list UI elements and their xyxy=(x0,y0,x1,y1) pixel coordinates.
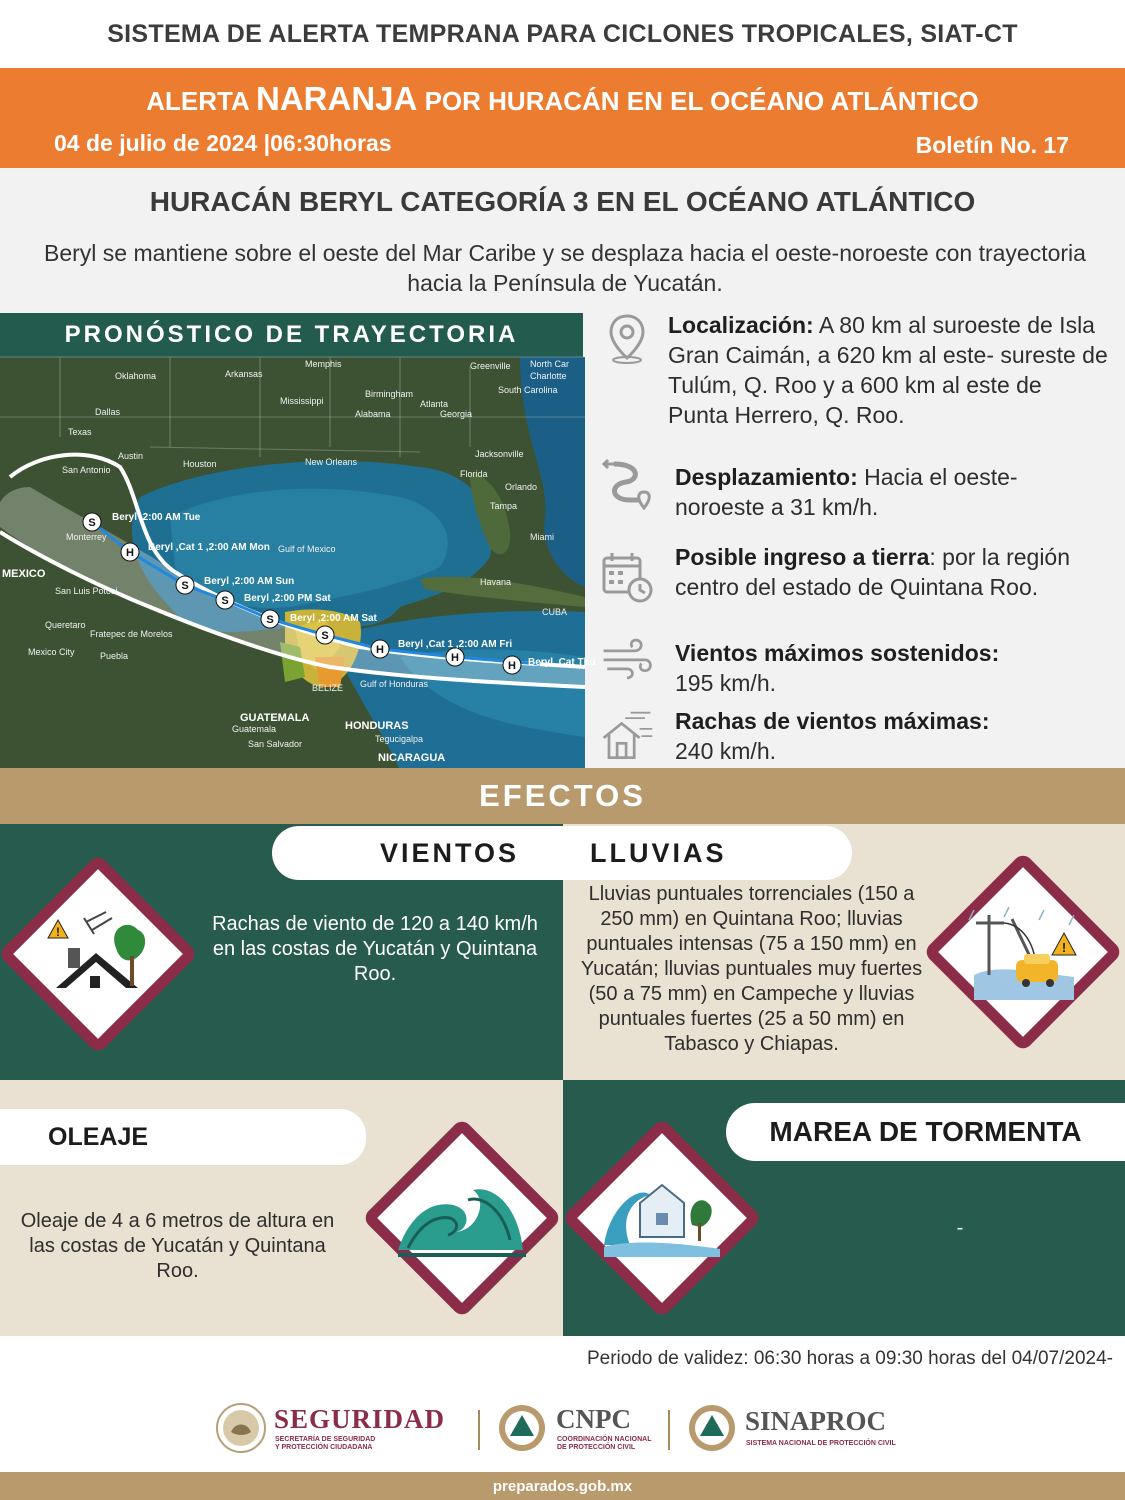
header-title: SISTEMA DE ALERTA TEMPRANA PARA CICLONES TROPICALES, SIAT-CT xyxy=(107,19,1018,48)
winds-label: VIENTOS xyxy=(380,837,520,868)
rain-text: Lluvias puntuales torrenciales (150 a 250 mm) en Quintana Roo; lluvias puntuales intensas (75 a 150 mm) en Yucatán; lluvias puntuales muy fuertes (50 a 75 mm) en Campeche y lluvias puntuales fuertes (25 a 50 mm) en Tabasco y Chiapas. xyxy=(580,883,923,1055)
map-label: Georgia xyxy=(440,409,473,419)
header-bar xyxy=(0,0,1125,68)
location-pin-icon xyxy=(600,312,654,366)
svg-text:S: S xyxy=(321,630,329,642)
map-label: Memphis xyxy=(305,359,342,369)
svg-text:!: ! xyxy=(56,925,60,939)
forecast-heading: PRONÓSTICO DE TRAYECTORIA xyxy=(0,313,583,357)
cnpc-logo: CNPC xyxy=(556,1404,631,1434)
track-label: Beryl ,Cat Thu xyxy=(528,657,596,668)
map-label: Austin xyxy=(118,451,144,461)
map-label: CUBA xyxy=(542,607,568,617)
track-label: Beryl ,Cat 1 ,2:00 AM Mon xyxy=(148,542,270,553)
svg-text:H: H xyxy=(451,652,459,664)
house-wind-icon xyxy=(600,710,654,764)
track-label: Beryl ,2:00 AM Sat xyxy=(290,613,377,624)
map-label: New Orleans xyxy=(305,457,358,467)
track-label: Beryl ,2:00 PM Sat xyxy=(244,593,331,604)
info-movement-text: Hacia el oeste-noroeste a 31 km/h. xyxy=(675,464,1018,520)
svg-text:S: S xyxy=(88,517,96,529)
mexico-seal-icon xyxy=(215,1402,267,1454)
alert-level: NARANJA xyxy=(256,80,418,117)
svg-text:S: S xyxy=(266,614,274,626)
seguridad-sub2: Y PROTECCIÓN CIUDADANA xyxy=(275,1444,373,1451)
svg-text:S: S xyxy=(221,595,229,607)
alert-title xyxy=(0,80,1125,118)
storm-surge-house-icon xyxy=(600,1165,724,1265)
map-label: NICARAGUA xyxy=(378,752,446,764)
footer-link[interactable]: preparados.gob.mx xyxy=(0,1472,1125,1500)
map-label: Alabama xyxy=(355,409,391,419)
winds-rain-pill xyxy=(272,826,852,880)
storm-description: Beryl se mantiene sobre el oeste del Mar Caribe y se desplaza hacia el oeste-noroeste con trayectoria hacia la Península de Yucatán. xyxy=(44,240,1086,296)
sinaproc-emblem-icon xyxy=(686,1402,738,1454)
map-label: Tampa xyxy=(490,501,518,511)
cnpc-sub1: COORDINACIÓN NACIONAL xyxy=(557,1436,652,1443)
alert-suffix: POR HURACÁN EN EL OCÉANO ATLÁNTICO xyxy=(424,86,979,116)
svg-text:!: ! xyxy=(1061,940,1067,955)
map-label: Birmingham xyxy=(365,389,414,399)
seguridad-sub1: SECRETARÍA DE SEGURIDAD xyxy=(275,1436,376,1443)
waves-pill xyxy=(0,1109,366,1165)
alert-date: 04 de julio de 2024 |06:30horas xyxy=(54,130,392,156)
map-label: Fratepec de Morelos xyxy=(90,629,173,639)
alert-banner xyxy=(0,68,1125,168)
map-label: Mexico City xyxy=(28,647,75,657)
flood-car-icon xyxy=(964,905,1084,1005)
seguridad-logo: SEGURIDAD xyxy=(274,1404,446,1434)
rain-label: LLUVIAS xyxy=(590,837,727,868)
svg-text:H: H xyxy=(126,547,134,559)
map-label: Miami xyxy=(530,532,554,542)
map-label: GUATEMALA xyxy=(240,712,310,724)
logo-separator xyxy=(668,1410,670,1450)
map-label: Havana xyxy=(480,577,512,587)
map-label: Guatemala xyxy=(232,724,277,734)
svg-text:S: S xyxy=(181,580,189,592)
map-label: San Salvador xyxy=(248,739,303,749)
map-label: Monterrey xyxy=(66,532,107,542)
map-label: Tegucigalpa xyxy=(375,734,424,744)
info-movement xyxy=(675,462,1105,522)
map-label: Dallas xyxy=(95,407,121,417)
info-winds-text: 195 km/h. xyxy=(675,670,776,696)
info-gusts xyxy=(675,706,1115,766)
map-label: San Antonio xyxy=(62,465,111,475)
waves-text: Oleaje de 4 a 6 metros de altura en las costas de Yucatán y Quintana Roo. xyxy=(20,1210,335,1282)
info-landfall-label: Posible ingreso a tierra xyxy=(675,544,930,570)
svg-text:H: H xyxy=(376,644,384,656)
waves-label: OLEAJE xyxy=(48,1122,149,1151)
sinaproc-sub1: SISTEMA NACIONAL DE PROTECCIÓN CIVIL xyxy=(746,1440,896,1447)
info-winds xyxy=(675,638,1115,698)
alert-prefix: ALERTA xyxy=(146,86,249,116)
surge-pill xyxy=(726,1103,1125,1161)
info-location-text: A 80 km al suroeste de Isla Gran Caimán, a 620 km al este- sureste de Tulúm, Q. Roo y a 600 km al este de Punta Herrero, Q. Roo. xyxy=(668,312,1108,428)
map-label: Queretaro xyxy=(45,620,86,630)
map-label: South Carolina xyxy=(498,385,558,395)
surge-text: - xyxy=(956,1217,964,1239)
map-label: San Luis Potosi xyxy=(55,586,118,596)
info-location xyxy=(668,310,1108,430)
bulletin-number: Boletín No. 17 xyxy=(915,132,1069,158)
wave-icon xyxy=(398,1160,526,1260)
wind-icon xyxy=(600,632,654,686)
track-label: Beryl ,2:00 AM Sun xyxy=(204,576,295,587)
map-label: Jacksonville xyxy=(475,449,524,459)
map-label: BELIZE xyxy=(312,683,344,693)
calendar-clock-icon xyxy=(600,550,654,604)
info-location-label: Localización: xyxy=(668,312,814,338)
info-landfall-text: : por la región centro del estado de Quintana Roo. xyxy=(675,544,1071,600)
info-gusts-text: 240 km/h. xyxy=(675,738,776,764)
cnpc-emblem-icon xyxy=(496,1402,548,1454)
map-label: Greenville xyxy=(470,361,511,371)
surge-label: MAREA DE TORMENTA xyxy=(769,1116,1082,1147)
validity-period: Periodo de validez: 06:30 horas a 09:30 horas del 04/07/2024- xyxy=(0,1336,1125,1376)
info-gusts-label: Rachas de vientos máximas: xyxy=(675,708,990,734)
info-movement-label: Desplazamiento: xyxy=(675,464,858,490)
map-label: Gulf of Mexico xyxy=(278,544,336,554)
track-label: Beryl ,2:00 AM Tue xyxy=(112,512,201,523)
svg-text:H: H xyxy=(508,660,516,672)
winds-text: Rachas de viento de 120 a 140 km/h en las costas de Yucatán y Quintana Roo. xyxy=(212,913,538,985)
map-label: MEXICO xyxy=(2,568,46,580)
info-winds-label: Vientos máximos sostenidos: xyxy=(675,640,1000,666)
map-label: Arkansas xyxy=(225,369,263,379)
storm-title: HURACÁN BERYL CATEGORÍA 3 EN EL OCÉANO ATLÁNTICO xyxy=(149,186,976,217)
sinaproc-logo: SINAPROC xyxy=(745,1406,887,1436)
map-label: Puebla xyxy=(100,651,129,661)
map-label: HONDURAS xyxy=(345,720,409,732)
map-label: North Car xyxy=(530,359,570,369)
forecast-map xyxy=(0,357,596,770)
effects-heading: EFECTOS xyxy=(0,768,1125,824)
map-label: Florida xyxy=(460,469,488,479)
info-landfall xyxy=(675,542,1095,602)
logo-separator xyxy=(478,1410,480,1450)
house-wind-warning-icon xyxy=(46,908,156,998)
track-label: Beryl ,Cat 1 ,2:00 AM Fri xyxy=(398,639,513,650)
cnpc-sub2: DE PROTECCIÓN CIVIL xyxy=(557,1444,636,1451)
map-label: Atlanta xyxy=(420,399,449,409)
map-graphic xyxy=(0,357,596,770)
map-label: Orlando xyxy=(505,482,538,492)
map-label: Houston xyxy=(183,459,217,469)
logos-bar xyxy=(0,1376,1125,1472)
route-icon xyxy=(600,458,654,512)
map-label: Oklahoma xyxy=(115,371,157,381)
map-label: Texas xyxy=(68,427,92,437)
map-label: Charlotte xyxy=(530,371,567,381)
map-label: Mississippi xyxy=(280,396,324,406)
map-label: Gulf of Honduras xyxy=(360,679,429,689)
